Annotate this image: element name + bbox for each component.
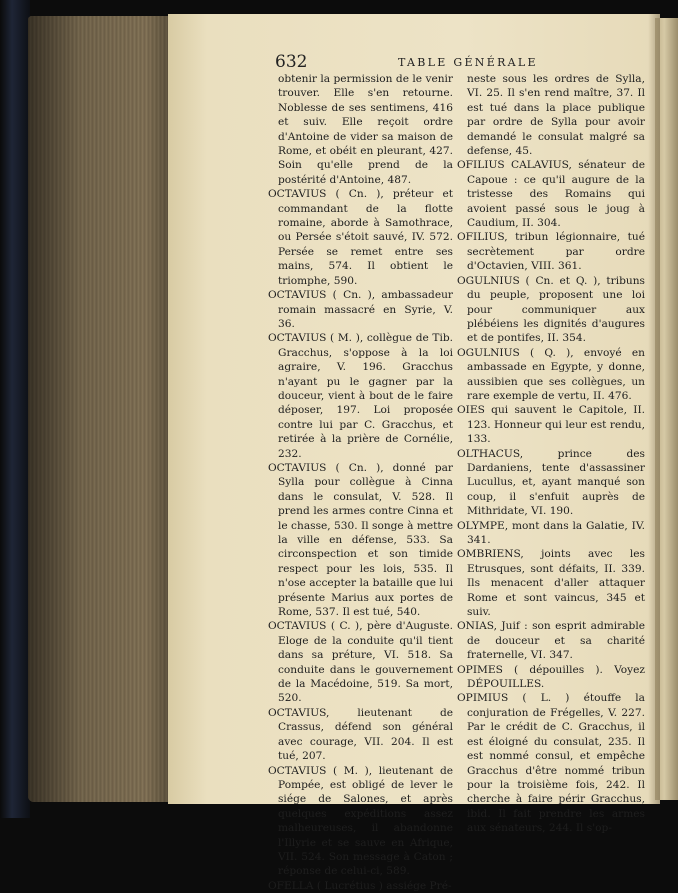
index-entry: OPIMES ( dépouilles ). Voyez DÉPOUILLES.	[457, 663, 645, 691]
index-entry: OCTAVIUS ( Cn. ), donné par Sylla pour collègue à Cinna dans le consulat, V. 528. Il prend les armes contre Cinna et le chasse, 530. Il songe à mettre la ville en défense, 533. Sa circonspection et son timide respect pour les lois, 535. Il n'ose accepter la bataille que lui présente Marius aux portes de Rome, 537. Il est tué, 540.	[268, 461, 453, 619]
index-entry: OGULNIUS ( Cn. et Q. ), tribuns du peuple, proposent une loi pour communiquer aux plébéiens les dignités d'augures et de pontifes, II. 354.	[457, 274, 645, 345]
index-entry: OLYMPE, mont dans la Galatie, IV. 341.	[457, 519, 645, 546]
index-entry: neste sous les ordres de Sylla, VI. 25. Il s'en rend maître, 37. Il est tué dans la place publique par ordre de Sylla pour avoir demandé le consulat malgré sa defense, 45.	[467, 73, 645, 158]
index-entry: OCTAVIUS ( M. ), collègue de Tib. Gracchus, s'oppose à la loi agraire, V. 196. Gracchus n'ayant pu le gagner par la douceur, vient à bout de le faire déposer, 197. Loi proposée contre lui par C. Gracchus, et retirée à la prière de Cornélie, 232.	[268, 332, 453, 460]
index-entry: OCTAVIUS ( C. ), père d'Auguste. Eloge de la conduite qu'il tient dans sa préture, VI. 518. Sa conduite dans le gouvernement de la Macédoine, 519. Sa mort, 520.	[268, 620, 453, 705]
index-entry: ONIAS, Juif : son esprit admirable de douceur et sa charité fraternelle, VI. 347.	[457, 620, 645, 662]
index-entry: OIES qui sauvent le Capitole, II. 123. Honneur qui leur est rendu, 133.	[457, 404, 645, 446]
index-column-right	[457, 72, 645, 836]
index-entry: OPIMIUS ( L. ) étouffe la conjuration de Frégelles, V. 227. Par le crédit de C. Gracchus, il est éloigné du consulat, 235. Il est nommé consul, et empêche Gracchus d'être nommé tribun pour la troisième fois, 242. Il cherche à faire périr Gracchus, ibid. Il fait prendre les armes aux sénateurs, 244. Il s'op-	[457, 692, 645, 835]
index-entry: OGULNIUS ( Q. ), envoyé en ambassade en Egypte, y donne, aussibien que ses collègues, un rare exemple de vertu, II. 476.	[457, 346, 645, 402]
index-entry: OCTAVIUS ( Cn. ), ambassadeur romain massacré en Syrie, V. 36.	[268, 289, 453, 330]
index-entry: OFELLA ( Lucrétius ) assiége Pré-	[268, 879, 452, 892]
page-number: 632	[275, 52, 308, 72]
index-entry: OMBRIENS, joints avec les Etrusques, sont défaits, II. 339. Ils menacent d'aller attaquer Rome et sont vaincus, 345 et suiv.	[457, 548, 645, 619]
running-title: TABLE GÉNÉRALE	[398, 56, 538, 69]
index-entry: obtenir la permission de le venir trouver. Elle s'en retourne. Noblesse de ses sentimens, 416 et suiv. Elle reçoit ordre d'Antoine de vider sa maison de Rome, et obéit en pleurant, 427. Soin qu'elle prend de la postérité d'Antoine, 487.	[278, 73, 453, 186]
index-entry: OFILIUS, tribun légionnaire, tué secrètement par ordre d'Octavien, VIII. 361.	[457, 231, 645, 273]
index-entry: OCTAVIUS, lieutenant de Crassus, défend son général avec courage, VII. 204. Il est tué, 207.	[268, 706, 453, 763]
book-spine	[0, 0, 30, 818]
index-entry: OLTHACUS, prince des Dardaniens, tente d'assassiner Lucullus, et, ayant manqué son coup, il s'enfuit auprès de Mithridate, VI. 190.	[457, 447, 645, 518]
index-entry: OCTAVIUS ( Cn. ), préteur et commandant de la flotte romaine, aborde à Samothrace, ou Persée s'étoit sauvé, IV. 572. Persée se remet entre ses mains, 574. Il obtient le triomphe, 590.	[268, 188, 453, 287]
index-entry: OCTAVIUS ( M. ), lieutenant de Pompée, est obligé de lever le siége de Salones, et après quelques expéditions assez malheureuses, il abandonne l'Illyrie et se sauve en Afrique, VII. 524. Son message à Caton ; réponse de celui-ci, 589.	[268, 764, 453, 878]
gutter-shadow	[648, 14, 660, 804]
index-column-left	[268, 72, 453, 893]
page-edges-shadow	[28, 16, 176, 802]
index-entry: OFILIUS CALAVIUS, sénateur de Capoue : ce qu'il augure de la tristesse des Romains qui avoient passé sous le joug à Caudium, II. 304.	[457, 159, 645, 230]
